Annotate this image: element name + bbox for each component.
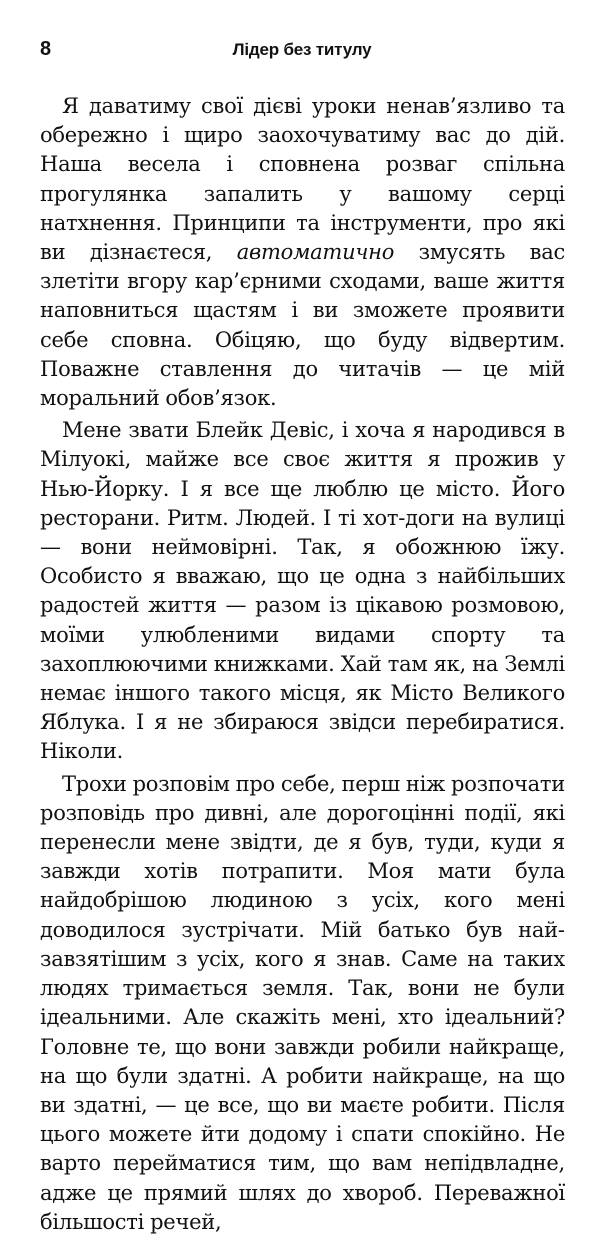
paragraph-1: [40, 92, 565, 413]
emphasized-word: автоматично: [236, 240, 395, 265]
page-number: 8: [40, 38, 52, 60]
paragraph-1-text-start: Я даватиму свої дієві уроки ненав’язливо та обережно і щиро заохочуватиму вас до дій. Наша весела і сповнена розваг спільна прогулянка запалить у вашому серці натхнення. Принципи та інструменти, про які ви дізнаєтеся,: [40, 94, 565, 265]
paragraph-2: Мене звати Блейк Девіс, і хоча я народився в Мілуокі, майже все своє життя я прожив у Нью-Йорку. І я все ще люблю це місто. Його ресторани. Ритм. Людей. І ті хот-доги на вулиці — вони неймовірні. Так, я обожнюю їжу. Особисто я вважаю, що це одна з найбільших радостей життя — разом із цікавою розмовою, моїми улюбленими видами спорту та захоплюючими книжками. Хай там як, на Землі немає іншого такого місця, як Місто Великого Яблука. І я не збираюся звідси перебиратися. Ніколи.: [40, 418, 565, 764]
paragraph-3: Трохи розповім про себе, перш ніж розпочати розповідь про дивні, але дорогоцінні події, які перенесли мене звідти, де я був, туди, куди я завжди хотів потрапити. Моя мати була найдобрішою людиною з усіх, кого мені доводилося зустрічати. Мій батько був найзавзятішим з усіх, кого я знав. Саме на таких людях тримається земля. Так, вони не були ідеальними. Але скажіть мені, хто ідеальний? Головне те, що вони завжди робили найкраще, на що були здатні. А робити найкраще, на що ви здатні, — це все, що ви маєте робити. Після цього можете йти додому і спати спокійно. Не варто перейматися тим, що вам непідвладне, адже це прямий шлях до хвороб. Переважної більшості речей,: [40, 771, 565, 1234]
running-header: [40, 36, 564, 66]
body-text: [40, 92, 565, 1240]
book-title: Лідер без титулу: [232, 40, 372, 59]
paragraph-1-text-end: змусять вас злетіти вгору кар’єрними сходами, ваше життя наповниться щастям і ви зможете проявити себе сповна. Обіцяю, що буду відвертим. Поважне ставлення до читачів — це мій моральний обов’язок.: [40, 240, 565, 411]
